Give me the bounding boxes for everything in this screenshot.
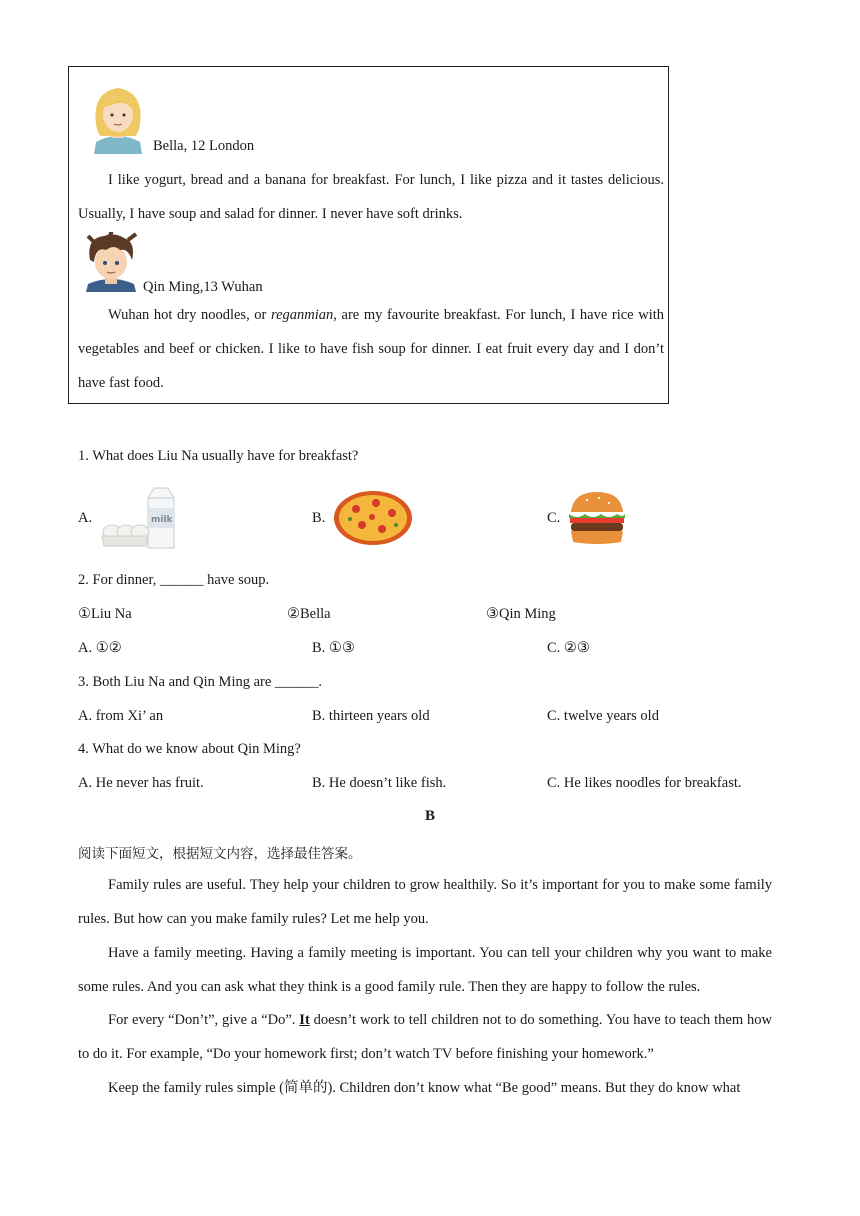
question-3-option-a[interactable]: A. from Xi’ an [78, 708, 164, 724]
p3-text-after: doesn’t work to tell children not to do something. You have to teach them how to do it. For example, “Do your homework first; don’t watch TV before finishing your homework.” [78, 1012, 772, 1062]
qin-ming-avatar [80, 232, 142, 292]
question-1-option-c[interactable] [547, 510, 560, 527]
question-2-choice-1: ①Liu Na [78, 606, 132, 622]
bella-text: I like yogurt, bread and a banana for breakfast. For lunch, I like pizza and it tastes delicious. Usually, I have soup and salad for dinner. I never have soft drinks. [78, 172, 664, 222]
bella-caption: Bella, 12 London [153, 138, 255, 154]
question-2-stem: 2. For dinner, ______ have soup. [78, 572, 270, 588]
option-c-label: C. [547, 510, 561, 526]
question-1-stem: 1. What does Liu Na usually have for breakfast? [78, 448, 359, 464]
qin-text-1: Wuhan hot dry noodles, or [108, 307, 271, 323]
section-b-paragraph-4 [78, 1071, 772, 1105]
question-2-choice-3: ③Qin Ming [486, 606, 556, 622]
p3-text-before: For every “Don’t”, give a “Do”. [108, 1012, 300, 1028]
question-2-choice-2: ②Bella [287, 606, 331, 622]
question-3-stem: 3. Both Liu Na and Qin Ming are ______. [78, 674, 323, 690]
question-3-option-b[interactable]: B. thirteen years old [312, 708, 430, 724]
qin-ming-paragraph [78, 298, 664, 400]
p1-text: Family rules are useful. They help your children to grow healthily. So it’s important for you to make some family rules. But how can you make family rules? Let me help you. [78, 877, 772, 927]
question-4-option-a[interactable]: A. He never has fruit. [78, 775, 204, 791]
question-2-option-a[interactable]: A. ①② [78, 640, 122, 656]
pizza-image [332, 489, 414, 547]
section-b-heading: B [424, 808, 435, 824]
section-b-instruction: 阅读下面短文，根据短文内容，选择最佳答案。 [78, 846, 362, 862]
question-3-option-c[interactable]: C. twelve years old [547, 708, 659, 724]
question-4-option-c[interactable]: C. He likes noodles for breakfast. [547, 775, 742, 791]
question-4-option-b[interactable]: B. He doesn’t like fish. [312, 775, 447, 791]
question-1-option-b[interactable] [312, 510, 325, 527]
qin-ming-caption: Qin Ming,13 Wuhan [143, 279, 263, 295]
hamburger-image [567, 490, 627, 546]
svg-text:milk: milk [151, 515, 173, 525]
question-2-option-b[interactable]: B. ①③ [312, 640, 355, 656]
p3-underlined-it: It [299, 1012, 310, 1028]
option-a-label: A. [78, 510, 93, 526]
p2-text: Have a family meeting. Having a family meeting is important. You can tell your children why you want to make some rules. And you can ask what they think is a good family rule. Then they are happy to follow the rules. [78, 945, 772, 995]
section-b-paragraph-3 [78, 1003, 772, 1071]
bella-paragraph [78, 163, 664, 231]
qin-text-2: , are my favourite breakfast. For lunch, I have rice with vegetables and beef or chicken. I like to have fish soup for dinner. I eat fruit every day and I don’t have fast food. [78, 307, 664, 391]
qin-text-italic: reganmian [271, 307, 334, 323]
eggs-and-milk-image [100, 484, 182, 550]
section-b-paragraph-2 [78, 936, 772, 1004]
question-4-stem: 4. What do we know about Qin Ming? [78, 741, 301, 757]
question-1-option-a[interactable] [78, 510, 92, 527]
bella-avatar [90, 84, 146, 154]
question-2-option-c[interactable]: C. ②③ [547, 640, 590, 656]
section-b-paragraph-1 [78, 868, 772, 936]
p4-text: Keep the family rules simple (简单的). Children don’t know what “Be good” means. But they do know what [108, 1080, 741, 1096]
option-b-label: B. [312, 510, 326, 526]
